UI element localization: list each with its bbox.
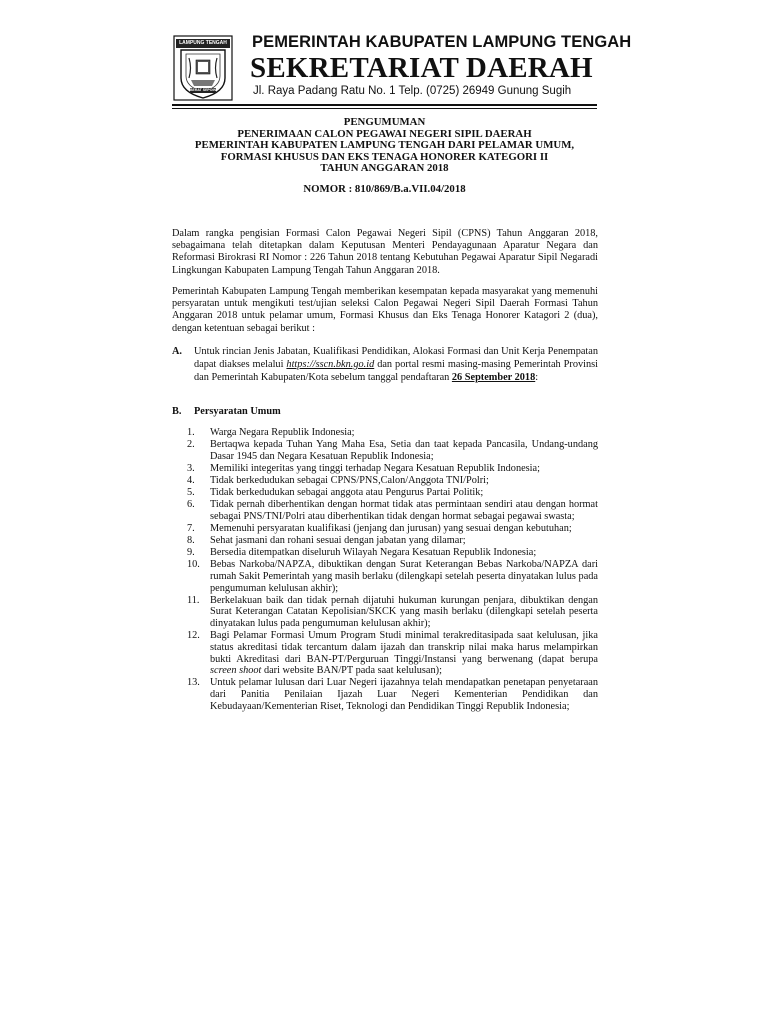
list-item (172, 547, 598, 559)
item-number: 13. (187, 677, 200, 689)
item-text-before: Bagi Pelamar Formasi Umum Program Studi minimal terakreditasipada saat kelulusan, jika status akreditasi tidak tercantum dalam ijazah dan transkrip nilai maka harus melampirkan bukti Akreditasi dari BAN-PT/Perguruan Tinggi/Instansi yang berwenang (dapat berupa (210, 630, 598, 665)
list-item (172, 487, 598, 499)
list-item (172, 523, 598, 535)
item-text-after: dari website BAN/PT pada saat kelulusan); (261, 665, 442, 677)
list-item (172, 535, 598, 547)
title-line: PEMERINTAH KABUPATEN LAMPUNG TENGAH DARI PELAMAR UMUM, (194, 139, 575, 152)
item-text: Tidak berkedudukan sebagai anggota atau Pengurus Partai Politik; (210, 487, 484, 499)
office-name: SEKRETARIAT DAERAH (250, 52, 593, 84)
registration-deadline: 26 September 2018 (451, 371, 536, 383)
item-number: 3. (187, 462, 195, 474)
item-text: Memiliki integeritas yang tinggi terhadap Negara Kesatuan Republik Indonesia; (210, 462, 540, 474)
announcement-number: NOMOR : 810/869/B.a.VII.04/2018 (303, 183, 466, 195)
section-b-marker: B. (172, 406, 182, 417)
section-a-text (194, 346, 598, 384)
title-line: PENERIMAAN CALON PEGAWAI NEGERI SIPIL DAERAH (237, 127, 532, 140)
sscn-link[interactable]: https://sscn.bkn.go.id (286, 358, 375, 370)
letterhead-rule-thick (172, 104, 597, 106)
item-number: 1. (187, 427, 195, 438)
opportunity-paragraph: Pemerintah Kabupaten Lampung Tengah memberikan kesempatan kepada masyarakat yang memenuhi persyaratan untuk mengikuti test/ujian seleksi Calon Pegawai Negeri Sipil Daerah Formasi Tahun Anggaran 2018 untuk pelamar umum, Formasi Khusus dan Eks Tenaga Honorer Katagori 2 (dua), dengan ketentuan sebagai berikut : (172, 286, 598, 334)
list-item (172, 630, 598, 677)
item-number: 9. (187, 547, 195, 559)
item-number: 4. (187, 474, 195, 486)
item-text-italic: screen shoot (210, 665, 262, 677)
item-number: 12. (187, 630, 200, 642)
section-a-text-before: Untuk rincian Jenis Jabatan, Kualifikasi Pendidikan, Alokasi Formasi dan Unit Kerja Penempatan dapat diakses melalui (194, 346, 598, 370)
list-item (172, 427, 598, 439)
item-number: 8. (187, 535, 195, 547)
item-text: Memenuhi persyaratan kualifikasi (jenjang dan jurusan) yang sesuai dengan kebutuhan; (210, 522, 572, 534)
section-a-marker: A. (172, 346, 183, 357)
item-number: 7. (187, 522, 195, 534)
title-line: PENGUMUMAN (343, 116, 426, 128)
title-line: TAHUN ANGGARAN 2018 (320, 162, 449, 175)
item-text: Tidak pernah diberhentikan dengan hormat tidak atas permintaan sendiri atau dengan hormat sebagai PNS/TNI/Polri atau diberhentikan tidak dengan hormat sebagai pegawai swasta; (210, 499, 598, 522)
list-item (172, 439, 598, 462)
general-requirements-list (172, 427, 598, 713)
announcement-title (172, 117, 597, 175)
item-text (210, 630, 598, 676)
government-name: PEMERINTAH KABUPATEN LAMPUNG TENGAH (252, 33, 632, 51)
item-text: Sehat jasmani dan rohani sesuai dengan jabatan yang dilamar; (210, 535, 466, 547)
list-item (172, 463, 598, 475)
item-text: Tidak berkedudukan sebagai CPNS/PNS,Calon/Anggota TNI/Polri; (210, 474, 489, 486)
list-item (172, 595, 598, 630)
item-number: 11. (187, 594, 200, 606)
item-text: Bertaqwa kepada Tuhan Yang Maha Esa, Setia dan taat kepada Pancasila, Undang-undang Dasar 1945 dan Negara Kesatuan Republik Indonesia; (210, 439, 598, 462)
item-number: 2. (187, 439, 195, 451)
intro-paragraph: Dalam rangka pengisian Formasi Calon Pegawai Negeri Sipil (CPNS) Tahun Anggaran 2018, sebagaimana telah ditetapkan dalam Keputusan Menteri Pendayagunaan Aparatur Negara dan Reformasi Birokrasi RI Nomor : 226 Tahun 2018 tentang Kebutuhan Pegawai Aparatur Sipil Negaradi Lingkungan Kabupaten Lampung Tengah Tahun Anggaran 2018. (172, 228, 598, 276)
list-item (172, 475, 598, 487)
item-text: Untuk pelamar lulusan dari Luar Negeri ijazahnya telah mendapatkan penetapan penyetaraan dari Panitia Penilaian Ijazah Luar Negeri Kementerian Pendidikan dan Kebudayaan/Kementerian Riset, Teknologi dan Pendidikan Tinggi Republik Indonesia; (210, 677, 598, 712)
office-address: Jl. Raya Padang Ratu No. 1 Telp. (0725) 26949 Gunung Sugih (253, 85, 572, 97)
item-text: Berkelakuan baik dan tidak pernah dijatuhi hukuman kurungan penjara, dibuktikan dengan Surat Keterangan Catatan Kepolisian/SKCK yang masih berlaku (dilengkapi setelah peserta dinyatakan lulus pada pengumuman kelulusan akhir); (210, 594, 598, 630)
item-text: Bersedia ditempatkan diseluruh Wilayah Negara Kesatuan Republik Indonesia; (210, 547, 537, 559)
title-line: FORMASI KHUSUS DAN EKS TENAGA HONORER KATEGORI II (220, 150, 549, 163)
item-number: 10. (187, 559, 200, 571)
item-text: Warga Negara Republik Indonesia; (210, 427, 355, 438)
logo-caption: LAMPUNG TENGAH (179, 40, 227, 46)
section-b-title: Persyaratan Umum (194, 406, 281, 417)
list-item (172, 499, 598, 522)
section-a-text-middle: dan portal resmi masing-masing Pemerintah Provinsi dan Pemerintah Kabupaten/Kota sebelum tanggal pendaftaran (194, 358, 598, 383)
item-text: Bebas Narkoba/NAPZA, dibuktikan dengan Surat Keterangan Bebas Narkoba/NAPZA dari rumah Sakit Pemerintah yang masih berlaku (dilengkapi setelah peserta dinyatakan lulus pada pengumuman kelulusan akhir); (210, 559, 598, 594)
item-number: 5. (187, 487, 195, 499)
list-item (172, 559, 598, 594)
logo-motto: BERAT SEPOIN (190, 88, 216, 92)
section-a-text-after: : (535, 371, 539, 383)
item-number: 6. (187, 499, 195, 511)
list-item (172, 677, 598, 712)
letterhead-rule-thin (172, 108, 597, 109)
